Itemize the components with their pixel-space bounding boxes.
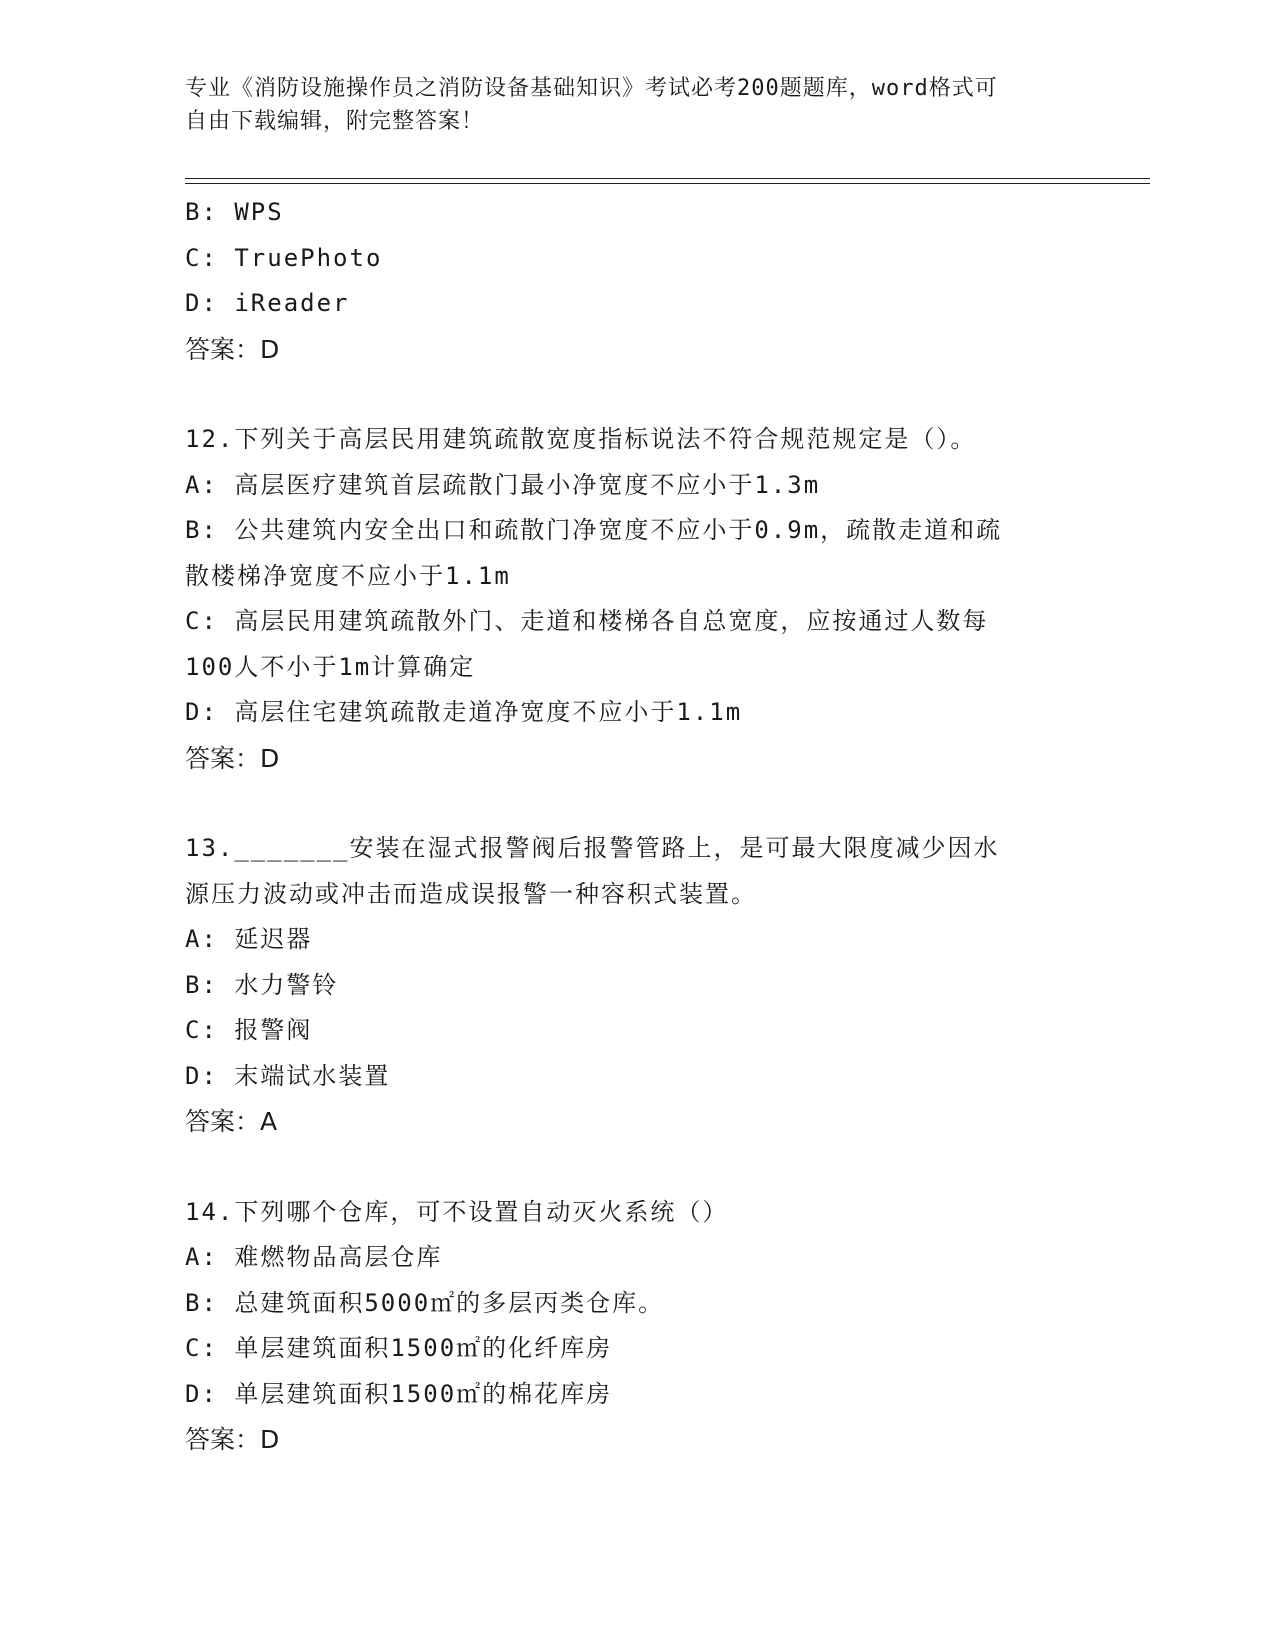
spacer (185, 372, 1085, 417)
document-body (185, 190, 1085, 1463)
q11-answer: 答案：D (185, 334, 280, 364)
q11-option-c: C: TruePhoto (185, 243, 383, 272)
question-13-block (185, 826, 1085, 1145)
header-line-1: 专业《消防设施操作员之消防设备基础知识》考试必考200题题库，word格式可 (185, 76, 998, 101)
header-line-2: 自由下载编辑，附完整答案！ (185, 109, 485, 134)
q11-option-d: D: iReader (185, 289, 350, 317)
q14-question: 14.下列哪个仓库，可不设置自动灭火系统（） (185, 1197, 729, 1226)
spacer (185, 1145, 1085, 1190)
q13-option-c: C: 报警阀 (185, 1016, 313, 1044)
q13-question-line-2: 源压力波动或冲击而造成误报警一种容积式装置。 (185, 879, 757, 908)
q12-option-c-line-2: 100人不小于1m计算确定 (185, 652, 476, 681)
q12-answer: 答案：D (185, 743, 280, 773)
q14-answer: 答案：D (185, 1425, 280, 1454)
header-divider-top (185, 178, 1150, 179)
q13-answer: 答案：A (185, 1107, 278, 1136)
q14-option-b: B: 总建筑面积5000㎡的多层丙类仓库。 (185, 1288, 665, 1317)
q13-question-line-1: 13._______安装在湿式报警阀后报警管路上，是可最大限度减少因水 (185, 834, 1000, 862)
q13-option-b: B: 水力警铃 (185, 970, 339, 999)
q12-option-c-line-1: C: 高层民用建筑疏散外门、走道和楼梯各自总宽度，应按通过人数每 (185, 607, 989, 635)
q12-question: 12.下列关于高层民用建筑疏散宽度指标说法不符合规范规定是（）。 (185, 425, 977, 453)
q11-option-b: B: WPS (185, 198, 284, 226)
header-divider-bottom (185, 183, 1150, 184)
question-14-block (185, 1190, 1085, 1463)
question-12-block (185, 417, 1085, 781)
q14-option-d: D: 单层建筑面积1500㎡的棉花库房 (185, 1379, 613, 1408)
q14-option-a: A: 难燃物品高层仓库 (185, 1243, 443, 1271)
q12-option-b-line-1: B: 公共建筑内安全出口和疏散门净宽度不应小于0.9m，疏散走道和疏 (185, 516, 1003, 544)
q12-option-b-line-2: 散楼梯净宽度不应小于1.1m (185, 561, 511, 590)
question-11-block (185, 190, 1085, 372)
q13-option-a: A: 延迟器 (185, 925, 313, 953)
q14-option-c: C: 单层建筑面积1500㎡的化纤库房 (185, 1334, 613, 1362)
document-header (185, 72, 1065, 138)
q12-option-d: D: 高层住宅建筑疏散走道净宽度不应小于1.1m (185, 698, 743, 726)
spacer (185, 781, 1085, 826)
q13-option-d: D: 末端试水装置 (185, 1061, 391, 1090)
q12-option-a: A: 高层医疗建筑首层疏散门最小净宽度不应小于1.3m (185, 470, 821, 499)
